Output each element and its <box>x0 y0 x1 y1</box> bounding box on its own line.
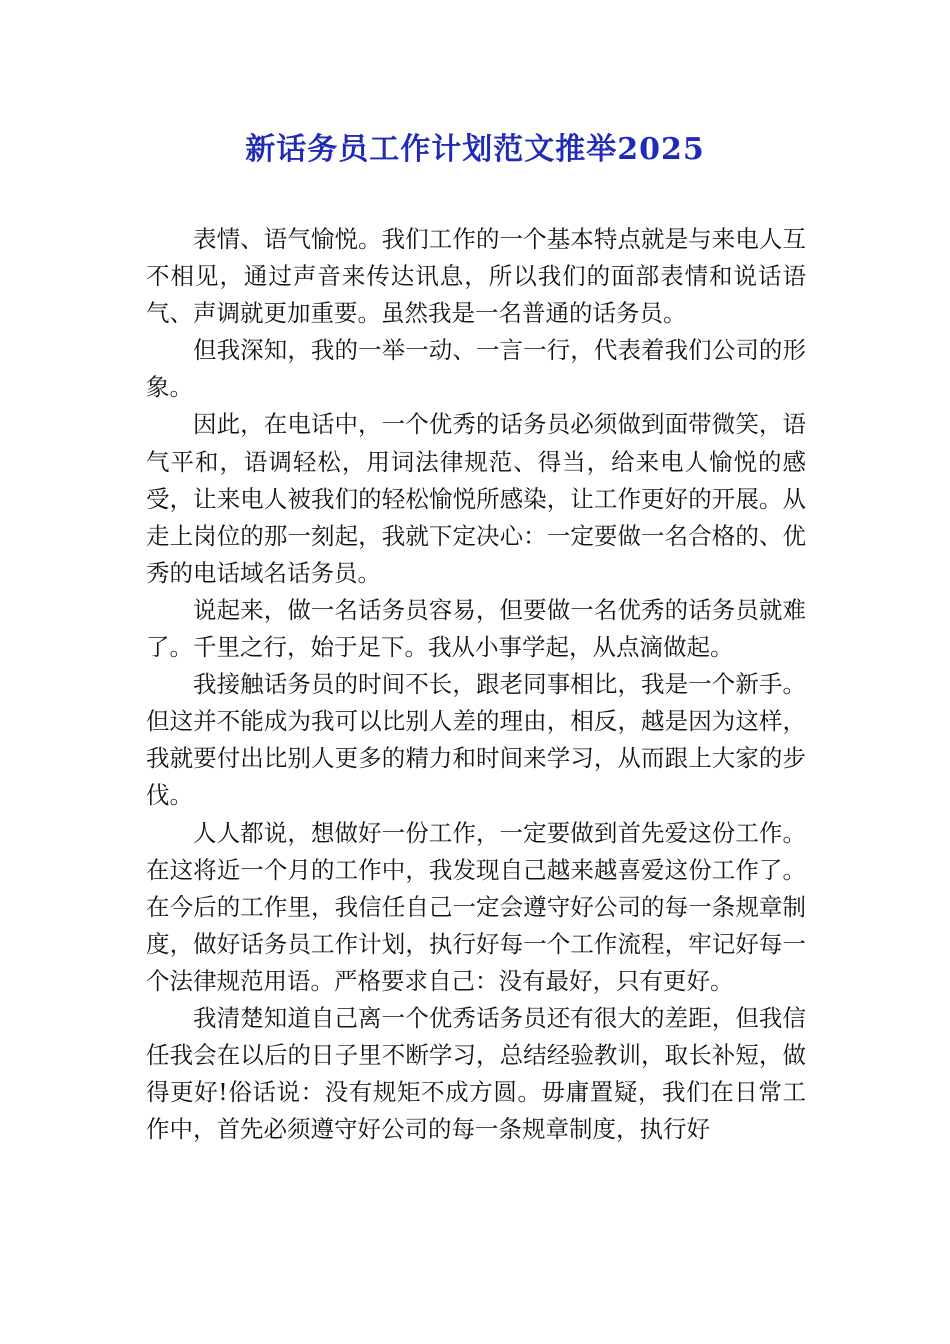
paragraph-5: 我接触话务员的时间不长，跟老同事相比，我是一个新手。但这并不能成为我可以比别人差的理由，相反，越是因为这样，我就要付出比别人更多的精力和时间来学习，从而跟上大家的步伐。 <box>146 670 806 810</box>
document-body <box>146 221 806 1148</box>
paragraph-4: 说起来，做一名话务员容易，但要做一名优秀的话务员就难了。千里之行，始于足下。我从小事学起，从点滴做起。 <box>146 595 806 662</box>
paragraph-7: 我清楚知道自己离一个优秀话务员还有很大的差距，但我信任我会在以后的日子里不断学习，总结经验教训，取长补短，做得更好!俗话说：没有规矩不成方圆。毋庸置疑，我们在日常工作中，首先必须遵守好公司的每一条规章制度，执行好 <box>146 1003 806 1144</box>
paragraph-3: 因此，在电话中，一个优秀的话务员必须做到面带微笑，语气平和，语调轻松，用词法律规范、得当，给来电人愉悦的感受，让来电人被我们的轻松愉悦所感染，让工作更好的开展。从走上岗位的那一刻起，我就下定决心：一定要做一名合格的、优秀的电话域名话务员。 <box>146 410 806 587</box>
paragraph-1: 表情、语气愉悦。我们工作的一个基本特点就是与来电人互不相见，通过声音来传达讯息，所以我们的面部表情和说话语气、声调就更加重要。虽然我是一名普通的话务员。 <box>146 225 806 328</box>
paragraph-2: 但我深知，我的一举一动、一言一行，代表着我们公司的形象。 <box>146 336 806 402</box>
paragraph-6: 人人都说，想做好一份工作，一定要做到首先爱这份工作。在这将近一个月的工作中，我发现自己越来越喜爱这份工作了。在今后的工作里，我信任自己一定会遵守好公司的每一条规章制度，做好话务员工作计划，执行好每一个工作流程，牢记好每一个法律规范用语。严格要求自己：没有最好，只有更好。 <box>146 818 806 995</box>
document-title: 新话务员工作计划范文推举2025 <box>245 132 705 167</box>
